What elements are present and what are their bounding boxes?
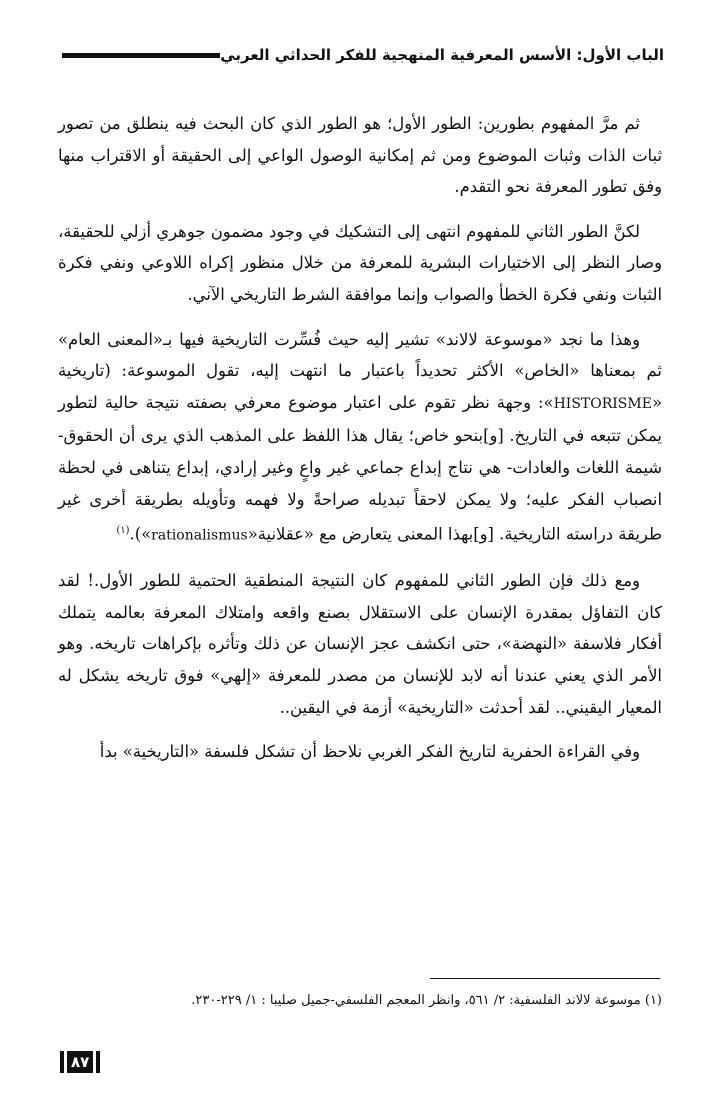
paragraph-5: وفي القراءة الحفرية لتاريخ الفكر الغربي نلاحظ أن تشكل فلسفة «التاريخية» بدأ bbox=[99, 742, 640, 762]
paragraph-4: ومع ذلك فإن الطور الثاني للمفهوم كان النتيجة المنطقية الحتمية للطور الأول.! لقد كان التفاؤل بمقدرة الإنسان على الاستقلال بصنع واقعه وامتلاك المعرفة بعالمه يتملك أفكار فلاسفة «النهضة»، حتى انكشف عجز الإنسان عن ذلك وتأثره بإكراهات تاريخه. وهو الأمر الذي يعني عندنا أنه لابد للإنسان من مصدر للمعرفة «إلهي» فوق تاريخه يشكل له المعيار اليقيني.. لقد أحدثت «التاريخية» أزمة في اليقين.. bbox=[58, 571, 662, 717]
footnote: (١) موسوعة لالاند الفلسفية: ٢/ ٥٦١، وانظر المعجم الفلسفي-جميل صليبا : ١/ ٢٢٩-٢٣٠. bbox=[191, 993, 662, 1008]
latin-term-rationalismus: rationalismus bbox=[151, 527, 248, 544]
page-number-block bbox=[60, 1050, 100, 1074]
footnote-separator bbox=[430, 978, 660, 979]
paragraph-1: ثم مرَّ المفهوم بطورين: الطور الأول؛ هو الطور الذي كان البحث فيه ينطلق من تصور ثبات الذات وثبات الموضوع ومن ثم إمكانية الوصول الواعي إلى الحقيقة أو الاقتراب منها وفق تطور المعرفة نحو التقدم. bbox=[58, 114, 662, 197]
folio-bar-left bbox=[60, 1051, 64, 1073]
folio-bar-right bbox=[96, 1051, 100, 1073]
footnote-reference[interactable]: (١) bbox=[116, 525, 130, 537]
running-header bbox=[56, 42, 664, 68]
paragraph-3 bbox=[58, 324, 662, 553]
header-rule bbox=[62, 53, 220, 58]
latin-term-historisme: HISTORISME bbox=[553, 395, 652, 412]
main-text bbox=[58, 108, 662, 781]
page-number: ٨٧ bbox=[67, 1051, 93, 1073]
paragraph-2: لكنَّ الطور الثاني للمفهوم انتهى إلى التشكيك في وجود مضمون جوهري أزلي للحقيقة، وصار النظر إلى الاختيارات البشرية للمعرفة من خلال منظور إكراه اللاوعي ونفي فكرة الثبات ونفي فكرة الخطأ والصواب وإنما موافقة الشرط التاريخي الآني. bbox=[58, 221, 662, 304]
paragraph-3-part-c: »). bbox=[129, 524, 152, 544]
header-title: الباب الأول: الأسس المعرفية المنهجية للفكر الحداثي العربي bbox=[220, 46, 664, 64]
paragraph-3-part-b: »: وجهة نظر تقوم على اعتبار موضوع معرفي بصفته نتيجة حالية لتطور يمكن تتبعه في التاريخ. [و]بنحو خاص؛ يقال هذا اللفظ على المذهب الذي يرى أن الحقوق- شيمة اللغات والعادات- هي نتاج إبداع جماعي غير واعٍ وغير إرادي، إبداع يتناهى في لحظة انصباب الفكر عليه؛ ولا يمكن لاحقاً تبديله صراحةً ولا فهمه وتأويله بطريقة أخرى غير طريقة دراسته التاريخية. [و]بهذا المعنى يتعارض مع «عقلانية« bbox=[58, 392, 662, 544]
paragraph-3-part-a: وهذا ما نجد «موسوعة لالاند» تشير إليه حيث فُسِّرت التاريخية فيها بـ«المعنى العام» ثم بمعناها «الخاص» الأكثر تحديداً باعتبار ما انتهت إليه، تقول الموسوعة: (تاريخية « bbox=[58, 329, 662, 412]
